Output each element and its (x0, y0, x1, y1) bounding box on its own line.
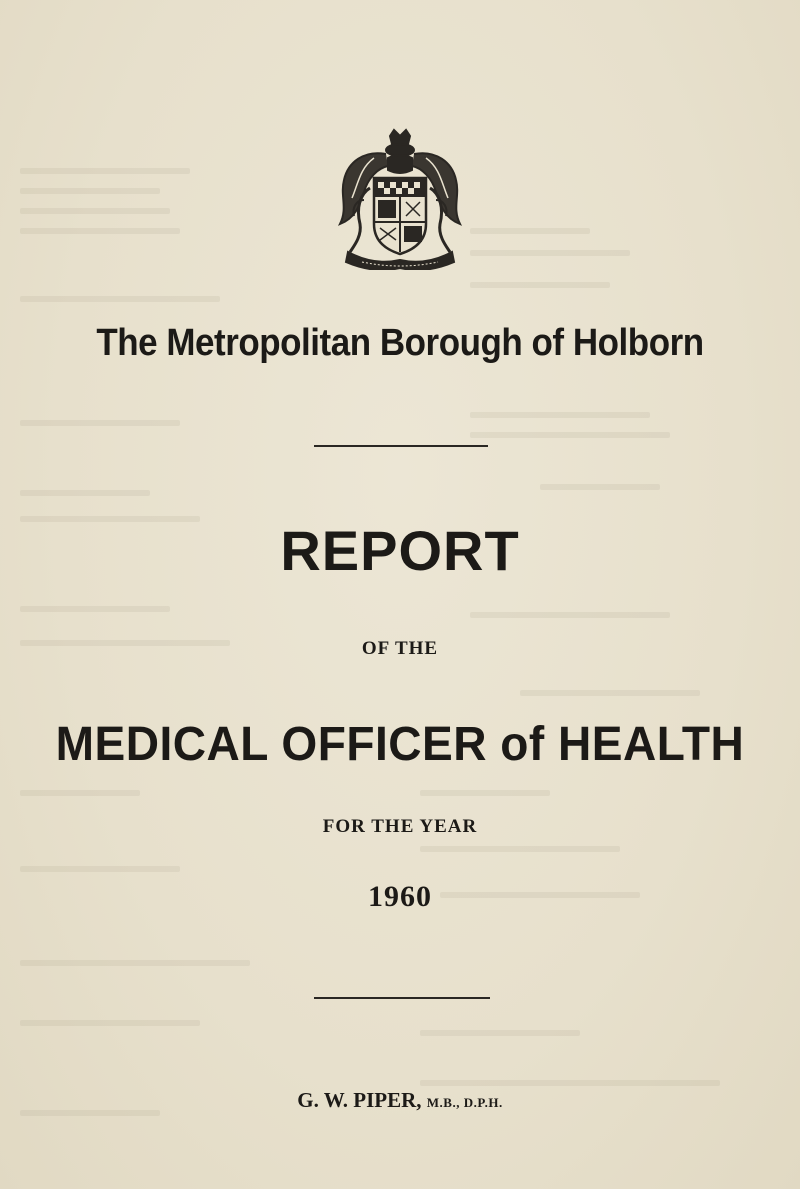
show-through-line (20, 866, 180, 872)
show-through-line (20, 960, 250, 966)
officer-title: MEDICAL OFFICER of HEALTH (55, 718, 745, 771)
show-through-line (420, 846, 620, 852)
divider (314, 997, 490, 999)
show-through-line (20, 790, 140, 796)
show-through-line (20, 208, 170, 214)
show-through-line (540, 484, 660, 490)
show-through-line (470, 612, 670, 618)
show-through-line (420, 1080, 720, 1086)
coat-of-arms-icon (334, 128, 466, 270)
show-through-line (520, 690, 700, 696)
show-through-line (470, 412, 650, 418)
page-title: The Metropolitan Borough of Holborn (96, 322, 704, 364)
show-through-line (20, 188, 160, 194)
show-through-line (20, 296, 220, 302)
show-through-line (470, 432, 670, 438)
show-through-line (470, 228, 590, 234)
report-heading: REPORT (280, 519, 520, 582)
show-through-line (20, 228, 180, 234)
of-the-label: OF THE (361, 638, 439, 659)
show-through-line (20, 168, 190, 174)
for-the-year-label: FOR THE YEAR (322, 816, 478, 837)
divider (314, 445, 488, 447)
show-through-line (20, 490, 150, 496)
show-through-line (20, 420, 180, 426)
show-through-line (420, 790, 550, 796)
show-through-line (20, 606, 170, 612)
show-through-line (470, 250, 630, 256)
author-line (0, 1088, 800, 1113)
show-through-line (20, 1020, 200, 1026)
author-name: G. W. PIPER, (297, 1088, 422, 1112)
report-year: 1960 (368, 880, 432, 913)
author-degrees: M.B., D.P.H. (426, 1095, 503, 1110)
show-through-line (470, 282, 610, 288)
show-through-line (420, 1030, 580, 1036)
